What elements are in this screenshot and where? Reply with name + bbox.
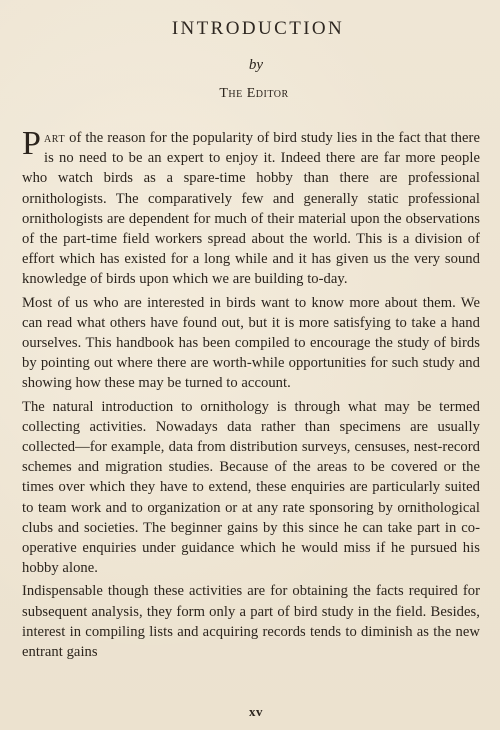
drop-cap: P [22, 125, 41, 162]
paragraph-1 [22, 125, 480, 290]
author-name: The Editor [219, 86, 289, 101]
paragraph-2: Most of us who are interested in birds want to know more about them. We can read what others have found out, but it is more satisfying to take a hand ourselves. This handbook has been compiled to encourage the study of birds by pointing out where there are worth-while opportunities for such study and showing how these may be turned to account. [22, 294, 480, 392]
lead-small-caps: art [43, 130, 66, 146]
paragraph-1-text: of the reason for the popularity of bird study lies in the fact that there is no need to be an expert to enjoy it. Indeed there are far more people who watch birds as a spare-time hobby than there are professional ornithologists. The comparatively few and generally static professional ornithologists are dependent for much of their material upon the observations of the part-time field workers spread about the world. This is a division of effort which has existed for a long while and it has given us the very sound knowledge of birds upon which we are building to-day. [22, 130, 480, 288]
paragraph-4: Indispensable though these activities are for obtaining the facts required for subsequent analysis, they form only a part of bird study in the field. Besides, interest in compiling lists and acquiring records tends to diminish as the new entrant gains [22, 583, 480, 661]
body-text [22, 125, 480, 665]
paragraph-3: The natural introduction to ornithology is through what may be termed collecting activities. Nowadays data rather than specimens are usually collected—for example, data from distribution surveys, censuses, nest-record schemes and migration studies. Because of the areas to be covered or the times over which they have to extend, these enquiries are particularly suited to team work and to organization or at any rate sponsoring by ornithological clubs and societies. The beginner gains by this since he can take part in co-operative enquiries under guidance which he would miss if he pursued his hobby alone. [22, 398, 480, 577]
page-number: xv [249, 704, 263, 719]
chapter-heading: INTRODUCTION [171, 18, 345, 39]
byline: by [248, 57, 264, 73]
